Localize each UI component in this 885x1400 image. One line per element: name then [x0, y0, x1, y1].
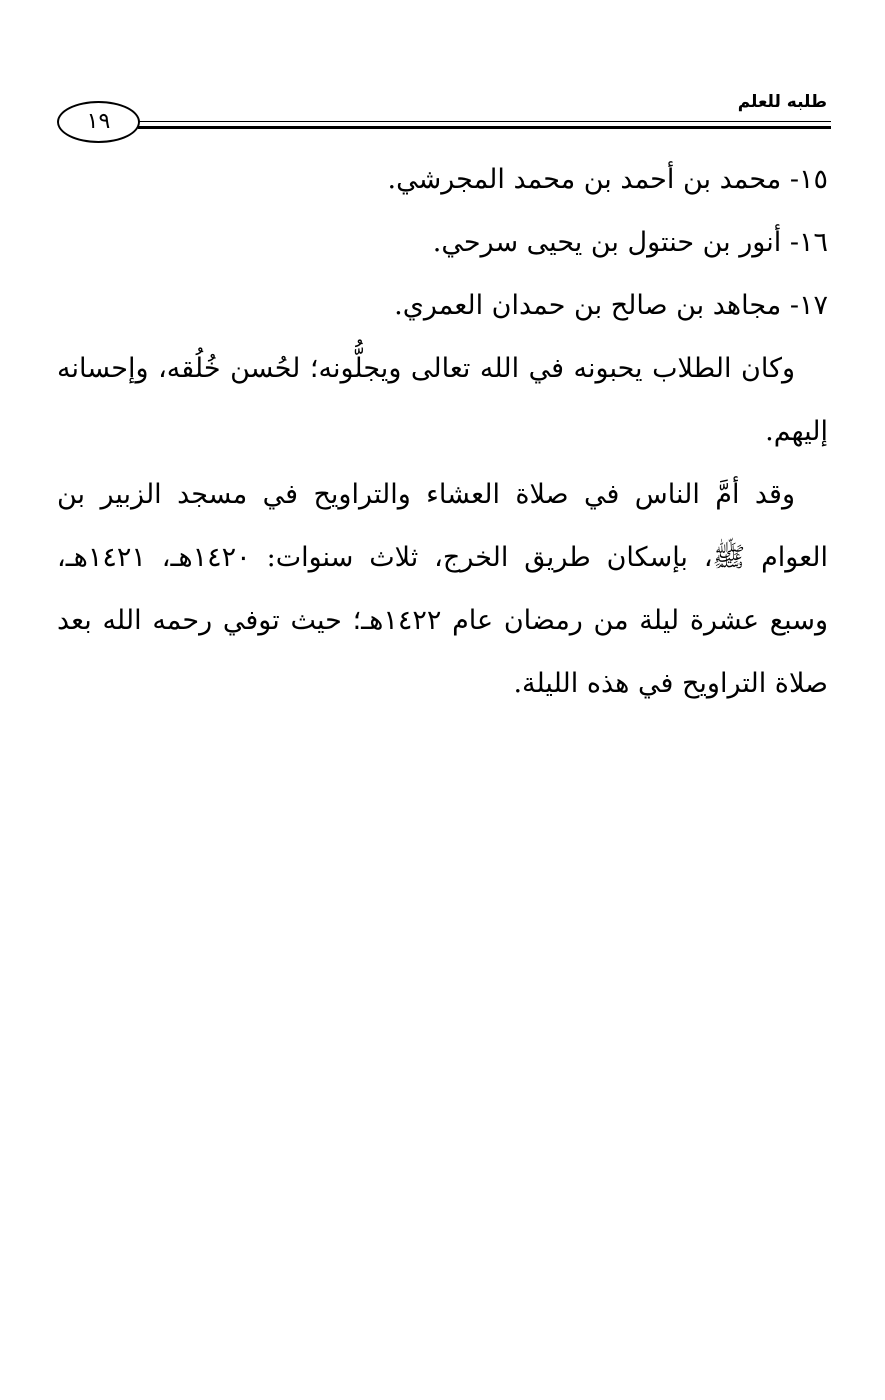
page-body: [57, 148, 828, 715]
header-rule-thin: [138, 121, 831, 122]
list-item: ١٥- محمد بن أحمد بن محمد المجرشي.: [387, 164, 828, 195]
page-number-oval: [57, 101, 140, 143]
paragraph: وقد أمَّ الناس في صلاة العشاء والتراويح في مسجد الزبير بن العوام ﷺ، بإسكان طريق الخرج، ثلاث سنوات: ١٤٢٠هـ، ١٤٢١هـ، وسبع عشرة ليلة من رمضان عام ١٤٢٢هـ؛ حيث توفي رحمه الله بعد صلاة التراويح في هذه الليلة.: [57, 479, 828, 699]
list-item: ١٧- مجاهد بن صالح بن حمدان العمري.: [394, 290, 828, 321]
running-title: طلبه للعلم: [737, 92, 827, 112]
list-item: ١٦- أنور بن حنتول بن يحيى سرحي.: [432, 227, 828, 258]
paragraph: وكان الطلاب يحبونه في الله تعالى ويجلُّونه؛ لحُسن خُلُقه، وإحسانه إليهم.: [57, 353, 828, 447]
page-number: ١٩: [86, 109, 111, 134]
page-header: [0, 0, 885, 160]
header-rule-thick: [138, 126, 831, 129]
